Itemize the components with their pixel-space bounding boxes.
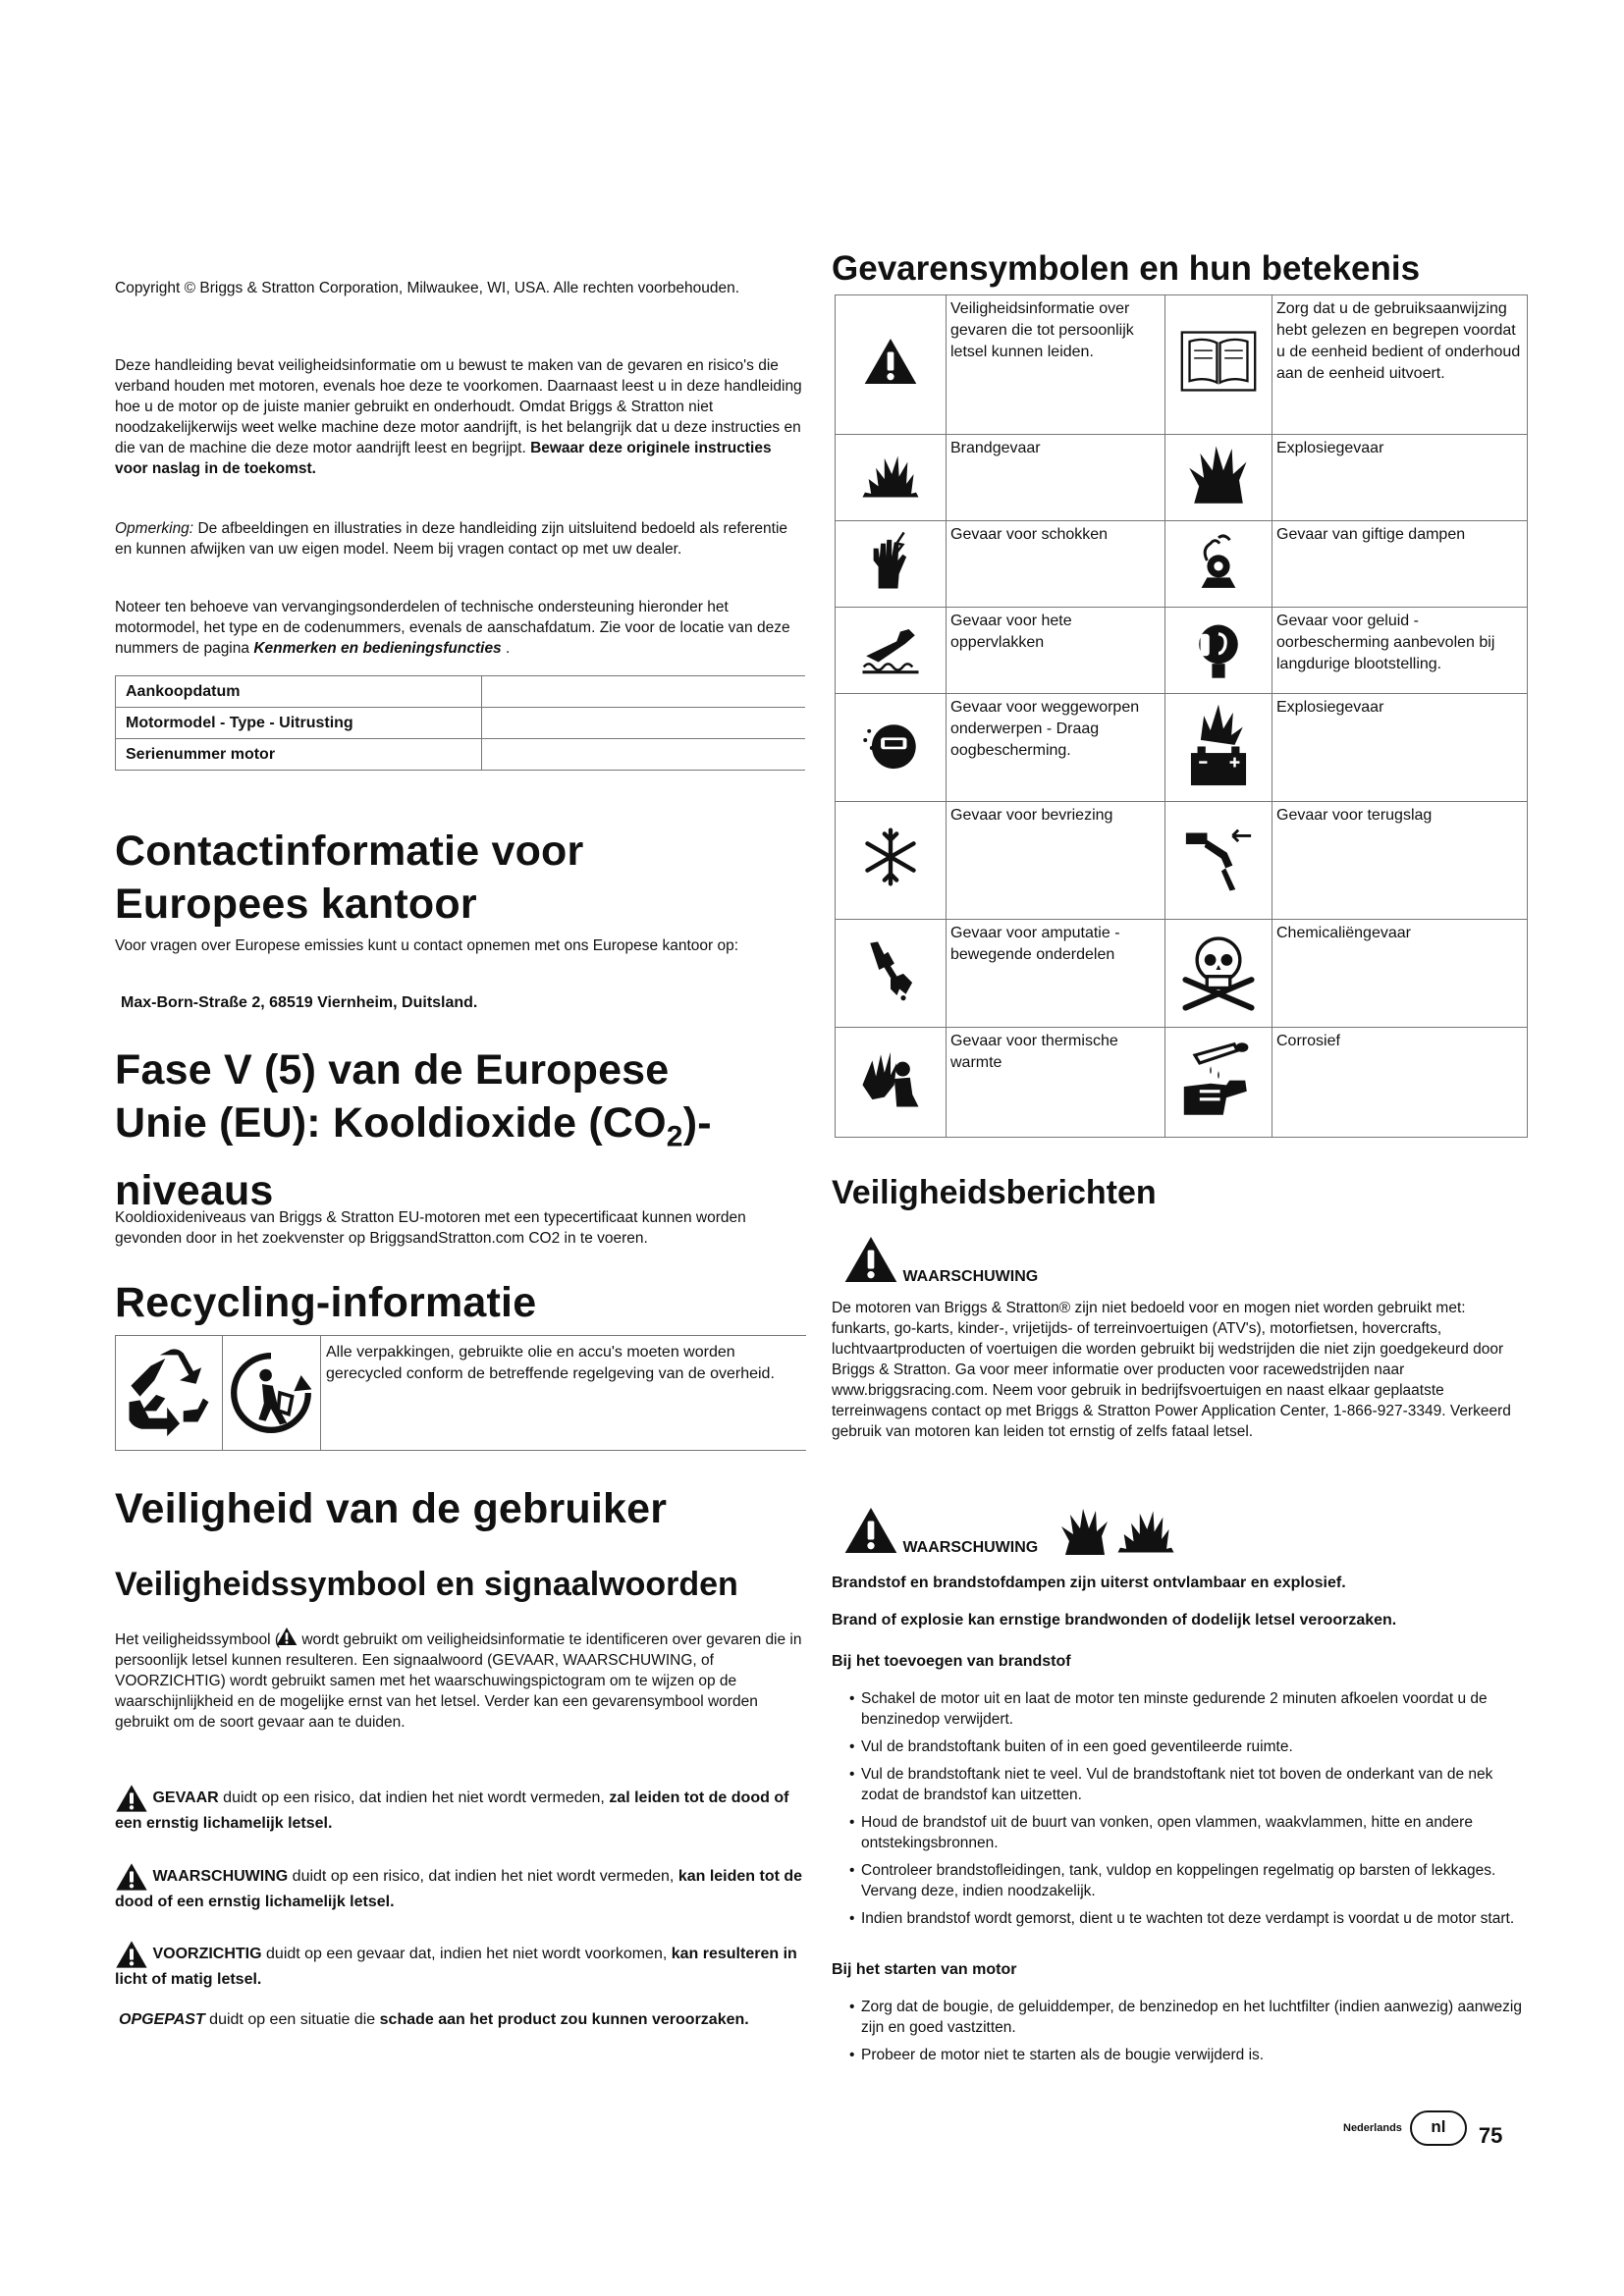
safety-heading: Veiligheid van de gebruiker — [115, 1485, 668, 1532]
warning-bold: kan leiden tot de dood of een ernstig lichamelijk letsel. — [115, 1868, 803, 1910]
danger-text: duidt op een risico, dat indien het niet wordt vermeden, — [223, 1789, 605, 1807]
battery-explosion-icon — [1186, 699, 1251, 789]
danger-paragraph — [115, 1784, 807, 1835]
thrown-objects-icon — [861, 712, 920, 776]
warning-text: duidt op een risico, dat indien het niet wordt vermeden, — [292, 1868, 675, 1886]
start-heading: Bij het starten van motor — [832, 1961, 1017, 1978]
hazard-icon-cell — [1165, 1028, 1272, 1138]
hazard-label: Veiligheidsinformatie over gevaren die tot persoonlijk letsel kunnen leiden. — [947, 295, 1165, 435]
contact-heading-line1: Contactinformatie voor — [115, 828, 584, 875]
recycling-heading: Recycling-informatie — [115, 1279, 537, 1326]
info-value-cell — [482, 739, 806, 771]
warning-word: WAARSCHUWING — [152, 1868, 289, 1886]
info-label: Serienummer motor — [116, 739, 482, 771]
warning1-word: WAARSCHUWING — [902, 1268, 1039, 1285]
start-bullet-list — [832, 1997, 1524, 2072]
hazard-icon-cell — [1165, 694, 1272, 802]
hazard-icon-cell — [836, 435, 947, 521]
list-item: • Probeer de motor niet te starten als de bougie verwijderd is. — [832, 2045, 1524, 2065]
warning2-line2: Brand of explosie kan ernstige brandwonden of dodelijk letsel veroorzaken. — [832, 1612, 1397, 1629]
safety-alert-icon — [863, 336, 918, 387]
hazard-label: Gevaar voor hete oppervlakken — [947, 608, 1165, 694]
eu-heading-line2 — [115, 1096, 802, 1164]
list-item: • Indien brandstof wordt gemorst, dient u te wachten tot deze verdampt is voordat u de motor start. — [832, 1908, 1524, 1929]
hazard-symbols-table — [835, 294, 1528, 1138]
hazard-icon-cell — [1165, 521, 1272, 608]
caution-alert-icon — [115, 1940, 148, 1969]
table-row — [116, 739, 806, 771]
fuel-bullet-list — [832, 1688, 1524, 1936]
tidyman-symbol-cell — [222, 1336, 321, 1450]
hazard-icon-cell — [836, 802, 947, 920]
hazard-icon-cell — [1165, 608, 1272, 694]
list-item: • Controleer brandstofleidingen, tank, vuldop en koppelingen regelmatig op barsten of lekkages. Vervang deze, indien noodzakelijk. — [832, 1860, 1524, 1901]
hazard-icon-cell — [1165, 920, 1272, 1028]
recycling-text: Alle verpakkingen, gebruikte olie en accu's moeten worden gerecycled conform de betreffende regelgeving van de overheid. — [326, 1344, 775, 1382]
fire-icon — [1115, 1502, 1176, 1557]
record-end: . — [506, 640, 511, 657]
warning-alert-icon — [115, 1862, 148, 1892]
hazard-icon-cell — [1165, 802, 1272, 920]
hazard-label: Gevaar voor geluid - oorbescherming aanbevolen bij langdurige blootstelling. — [1272, 608, 1528, 694]
hazard-icon-cell — [836, 1028, 947, 1138]
hazard-label: Explosiegevaar — [1272, 694, 1528, 802]
hazard-icon-cell — [836, 608, 947, 694]
hazard-icon-cell — [836, 920, 947, 1028]
warning2-label — [843, 1502, 1176, 1557]
info-label: Motormodel - Type - Uitrusting — [116, 708, 482, 739]
note-text: De afbeeldingen en illustraties in deze handleiding zijn uitsluitend bedoeld als referentie en kunnen afwijken van uw eigen model. Neem bij vragen contact op met uw dealer. — [115, 520, 788, 558]
info-value-cell — [482, 708, 806, 739]
note-label: Opmerking: — [115, 520, 194, 537]
table-row — [836, 435, 1528, 521]
note-paragraph — [115, 518, 802, 560]
purchase-info-table — [115, 675, 805, 771]
intro-text: Deze handleiding bevat veiligheidsinformatie om u bewust te maken van de gevaren en risico's die verband houden met motoren, evenals hoe deze te voorkomen. Daarnaast leest u in deze handleiding hoe u de motor op de juiste manier gebruikt en onderhoudt. Omdat Briggs & Stratton niet noodzakelijkerwijs weet welke machine deze motor aandrijft, is het belangrijk dat u deze instructies en die van de machine die deze motor aandrijft leest en begrijpt. — [115, 357, 802, 456]
table-row — [116, 676, 806, 708]
hazard-label: Chemicaliëngevaar — [1272, 920, 1528, 1028]
warning2-word: WAARSCHUWING — [902, 1539, 1039, 1556]
info-label: Aankoopdatum — [116, 676, 482, 708]
signal-heading: Veiligheidssymbool en signaalwoorden — [115, 1566, 738, 1603]
thermal-heat-icon — [860, 1048, 921, 1109]
recycle-symbol-cell — [116, 1336, 223, 1450]
eu-heading-subscript: 2 — [666, 1120, 683, 1153]
notice-word: OPGEPAST — [119, 2011, 205, 2028]
list-item: • Vul de brandstoftank buiten of in een goed geventileerde ruimte. — [832, 1736, 1524, 1757]
table-row — [836, 1028, 1528, 1138]
notice-bold: schade aan het product zou kunnen veroorzaken. — [379, 2011, 749, 2028]
eu-heading-line2b: )- — [682, 1099, 712, 1147]
table-row — [836, 295, 1528, 435]
contact-heading-line2: Europees kantoor — [115, 881, 477, 928]
warning1-text: De motoren van Briggs & Stratton® zijn niet bedoeld voor en mogen niet worden gebruikt met: funkarts, go-karts, kinder-, vrijetijds- of terreinvoertuigen (ATV's), motorfietsen, hovercrafts, luchtvaartproducten of voertuigen die worden gebruikt bij wedstrijden die niet zijn goedgekeurd door Briggs & Stratton. Ga voor meer informatie over producten voor racewedstrijden naar www.briggsracing.com. Neem voor gebruik in bedrijfsvoertuigen en naast elkaar geplaatste terreinwagens contact op met Briggs & Stratton Power Application Center, 1-866-927-3349. Verkeerd gebruik van motoren kan leiden tot ernstig of zelfs fataal letsel. — [832, 1300, 1511, 1440]
fire-icon — [860, 449, 921, 500]
recycling-box — [115, 1335, 806, 1451]
language-badge: nl — [1410, 2110, 1467, 2146]
hazard-label: Gevaar voor terugslag — [1272, 802, 1528, 920]
hazard-label: Gevaar voor schokken — [947, 521, 1165, 608]
eu-heading-line2a: Unie (EU): Kooldioxide (CO — [115, 1099, 667, 1147]
notice-paragraph — [119, 2009, 806, 2031]
signal-paragraph — [115, 1629, 807, 1733]
record-link[interactable]: Kenmerken en bedieningsfuncties — [253, 640, 502, 657]
recycle-icon — [123, 1348, 215, 1438]
intro-bold: Bewaar deze originele instructies voor naslag in de toekomst. — [115, 440, 772, 477]
eu-heading-line1: Fase V (5) van de Europese — [115, 1046, 670, 1094]
amputation-icon — [865, 935, 916, 1004]
skull-crossbones-icon — [1176, 929, 1261, 1011]
notice-text: duidt op een situatie die — [209, 2011, 376, 2028]
hazard-icon-cell — [1165, 435, 1272, 521]
signal-text-a: Het veiligheidssymbool ( — [115, 1631, 280, 1648]
page-footer — [1343, 2108, 1502, 2149]
hazard-icon-cell — [836, 521, 947, 608]
explosion-icon — [1060, 1506, 1110, 1557]
corrosive-icon — [1179, 1038, 1258, 1120]
hazard-label: Gevaar voor weggeworpen onderwerpen - Draag oogbescherming. — [947, 694, 1165, 802]
info-value-cell — [482, 676, 806, 708]
warning-alert-icon — [843, 1504, 898, 1557]
record-text: Noteer ten behoeve van vervangingsonderdelen of technische ondersteuning hieronder het motormodel, het type en de codenummers, evenals de aanschafdatum. Zie voor de locatie van deze nummers de pagina — [115, 599, 790, 657]
footer-language: Nederlands — [1343, 2122, 1402, 2134]
table-row — [116, 708, 806, 739]
tidyman-recycle-icon — [227, 1349, 315, 1437]
manual-book-icon — [1179, 331, 1258, 392]
ear-protection-icon — [1192, 614, 1245, 679]
freezing-icon — [860, 827, 921, 887]
copyright-text: Copyright © Briggs & Stratton Corporation, Milwaukee, WI, USA. Alle rechten voorbehouden. — [115, 280, 740, 296]
warning-alert-icon — [843, 1233, 898, 1286]
hazard-icon-cell — [836, 694, 947, 802]
shock-icon — [866, 530, 915, 591]
warning2-line1: Brandstof en brandstofdampen zijn uiterst ontvlambaar en explosief. — [832, 1575, 1346, 1591]
table-row — [836, 694, 1528, 802]
safety-alert-icon — [276, 1627, 298, 1646]
messages-heading: Veiligheidsberichten — [832, 1174, 1157, 1211]
eu-heading — [115, 1043, 802, 1217]
caution-bold: kan resulteren in licht of matig letsel. — [115, 1946, 797, 1988]
hazard-label: Gevaar voor thermische warmte — [947, 1028, 1165, 1138]
eu-text: Kooldioxideniveaus van Briggs & Stratton EU-motoren met een typecertificaat kunnen worden gevonden door in het zoekvenster op BriggsandStratton.com CO2 in te voeren. — [115, 1209, 746, 1247]
hazard-label: Brandgevaar — [947, 435, 1165, 521]
list-item: • Zorg dat de bougie, de geluiddemper, de benzinedop en het luchtfilter (indien aanwezig) aanwezig zijn en goed vastzitten. — [832, 1997, 1524, 2038]
table-row — [836, 920, 1528, 1028]
table-row — [836, 521, 1528, 608]
contact-heading — [115, 825, 802, 931]
hazard-heading: Gevarensymbolen en hun betekenis — [832, 249, 1421, 288]
explosion-icon — [1188, 444, 1249, 505]
list-item: • Schakel de motor uit en laat de motor ten minste gedurende 2 minuten afkoelen voordat u de benzinedop verwijdert. — [832, 1688, 1524, 1730]
hazard-label: Corrosief — [1272, 1028, 1528, 1138]
hazard-label: Gevaar van giftige dampen — [1272, 521, 1528, 608]
hazard-label: Gevaar voor amputatie - bewegende onderdelen — [947, 920, 1165, 1028]
kickback-icon — [1183, 820, 1254, 894]
hazard-label: Gevaar voor bevriezing — [947, 802, 1165, 920]
page-number: 75 — [1478, 2123, 1503, 2148]
caution-text: duidt op een gevaar dat, indien het niet wordt voorkomen, — [266, 1946, 668, 1963]
warning-paragraph — [115, 1862, 807, 1913]
contact-address: Max-Born-Straße 2, 68519 Viernheim, Duitsland. — [121, 994, 478, 1011]
intro-paragraph — [115, 355, 802, 479]
hazard-label: Zorg dat u de gebruiksaanwijzing hebt gelezen en begrepen voordat u de eenheid bedient of onderhoud aan de eenheid uitvoert. — [1272, 295, 1528, 435]
danger-alert-icon — [115, 1784, 148, 1813]
eu-heading-line3: niveaus — [115, 1166, 274, 1214]
toxic-fumes-icon — [1190, 530, 1247, 591]
contact-text: Voor vragen over Europese emissies kunt u contact opnemen met ons Europese kantoor op: — [115, 937, 739, 954]
list-item: • Vul de brandstoftank niet te veel. Vul de brandstoftank niet tot boven de onderkant van de nek zodat de brandstof kan uitzetten. — [832, 1764, 1524, 1805]
hazard-icon-cell — [836, 295, 947, 435]
record-paragraph — [115, 597, 802, 659]
signal-text-b: wordt gebruikt om veiligheidsinformatie te identificeren over gevaren die in persoonlijk letsel kunnen resulteren. Een signaalwoord (GEVAAR, WAARSCHUWING, of VOORZICHTIG) wordt gebruikt samen met het waarschuwingspictogram om te wijzen op de waarschijnlijkheid en de mogelijke ernst van het letsel. Verder kan een gevarensymbool worden gebruikt om de soort gevaar aan te duiden. — [115, 1631, 802, 1731]
table-row — [836, 802, 1528, 920]
warning1-label — [843, 1233, 1038, 1286]
danger-bold: zal leiden tot de dood of een ernstig lichamelijk letsel. — [115, 1789, 789, 1832]
caution-paragraph — [115, 1940, 807, 1991]
table-row — [836, 608, 1528, 694]
hot-surface-icon — [860, 618, 921, 675]
hazard-icon-cell — [1165, 295, 1272, 435]
list-item: • Houd de brandstof uit de buurt van vonken, open vlammen, waakvlammen, hitte en andere ontstekingsbronnen. — [832, 1812, 1524, 1853]
caution-word: VOORZICHTIG — [152, 1946, 262, 1963]
fuel-heading: Bij het toevoegen van brandstof — [832, 1653, 1071, 1670]
danger-word: GEVAAR — [152, 1789, 219, 1807]
hazard-label: Explosiegevaar — [1272, 435, 1528, 521]
